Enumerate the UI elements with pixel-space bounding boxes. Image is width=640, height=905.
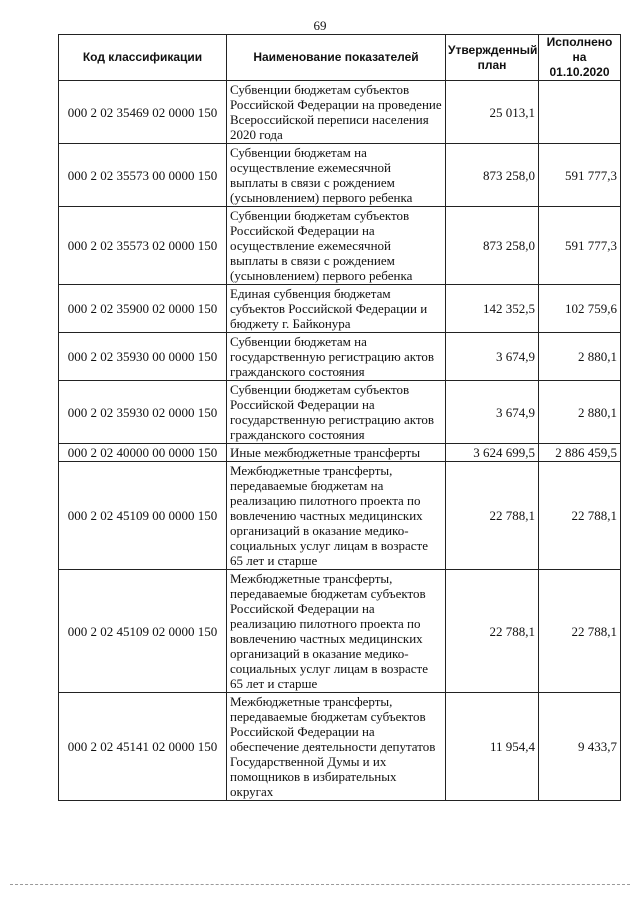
row-done: 591 777,3: [539, 207, 621, 285]
row-name: Иные межбюджетные трансферты: [227, 444, 446, 462]
header-code: Код классификации: [59, 35, 227, 81]
row-done: [539, 81, 621, 144]
row-done: 102 759,6: [539, 285, 621, 333]
row-name: Субвенции бюджетам субъектов Российской Федерации на государственную регистрацию актов гражданского состояния: [227, 381, 446, 444]
row-done: 22 788,1: [539, 462, 621, 570]
row-code: 000 2 02 45141 02 0000 150: [59, 693, 227, 801]
row-name: Межбюджетные трансферты, передаваемые бюджетам субъектов Российской Федерации на реализацию пилотного проекта по вовлечению частных медицинских организаций в оказание медико-социальных услуг лицам в возрасте 65 лет и старше: [227, 570, 446, 693]
row-name: Межбюджетные трансферты, передаваемые бюджетам субъектов Российской Федерации на обеспечение деятельности депутатов Государственной Думы и их помощников в избирательных округах: [227, 693, 446, 801]
row-code: 000 2 02 35900 02 0000 150: [59, 285, 227, 333]
row-code: 000 2 02 35930 00 0000 150: [59, 333, 227, 381]
row-done: 22 788,1: [539, 570, 621, 693]
row-done: 2 880,1: [539, 333, 621, 381]
row-name: Единая субвенция бюджетам субъектов Российской Федерации и бюджету г. Байконура: [227, 285, 446, 333]
row-done: 2 880,1: [539, 381, 621, 444]
row-plan: 873 258,0: [446, 144, 539, 207]
page-number: 69: [313, 18, 327, 33]
row-code: 000 2 02 35930 02 0000 150: [59, 381, 227, 444]
row-plan: 3 674,9: [446, 333, 539, 381]
row-code: 000 2 02 35469 02 0000 150: [59, 81, 227, 144]
row-code: 000 2 02 40000 00 0000 150: [59, 444, 227, 462]
row-done: 591 777,3: [539, 144, 621, 207]
row-name: Субвенции бюджетам на государственную регистрацию актов гражданского состояния: [227, 333, 446, 381]
row-plan: 11 954,4: [446, 693, 539, 801]
table-row: [59, 285, 621, 333]
header-plan: Утвержденный план: [446, 35, 539, 81]
row-plan: 3 624 699,5: [446, 444, 539, 462]
row-name: Субвенции бюджетам на осуществление ежемесячной выплаты в связи с рождением (усыновлением) первого ребенка: [227, 144, 446, 207]
row-plan: 873 258,0: [446, 207, 539, 285]
header-done: Исполнено на 01.10.2020: [539, 35, 621, 81]
row-code: 000 2 02 45109 02 0000 150: [59, 570, 227, 693]
table-row: [59, 81, 621, 144]
row-plan: 25 013,1: [446, 81, 539, 144]
page-bottom-edge: [10, 884, 630, 885]
table-row: [59, 444, 621, 462]
row-done: 2 886 459,5: [539, 444, 621, 462]
table-row: [59, 207, 621, 285]
row-code: 000 2 02 45109 00 0000 150: [59, 462, 227, 570]
table-header-row: [59, 35, 621, 81]
row-name: Субвенции бюджетам субъектов Российской Федерации на осуществление ежемесячной выплаты в связи с рождением (усыновлением) первого ребенка: [227, 207, 446, 285]
table-row: [59, 144, 621, 207]
table-row: [59, 570, 621, 693]
row-code: 000 2 02 35573 02 0000 150: [59, 207, 227, 285]
row-plan: 22 788,1: [446, 462, 539, 570]
table-row: [59, 333, 621, 381]
table-body: [59, 81, 621, 801]
table-row: [59, 381, 621, 444]
table-row: [59, 693, 621, 801]
row-name: Межбюджетные трансферты, передаваемые бюджетам на реализацию пилотного проекта по вовлечению частных медицинских организаций в оказание медико-социальных услуг лицам в возрасте 65 лет и старше: [227, 462, 446, 570]
row-plan: 142 352,5: [446, 285, 539, 333]
table-row: [59, 462, 621, 570]
row-plan: 3 674,9: [446, 381, 539, 444]
row-name: Субвенции бюджетам субъектов Российской Федерации на проведение Всероссийской переписи населения 2020 года: [227, 81, 446, 144]
row-plan: 22 788,1: [446, 570, 539, 693]
budget-table: [58, 34, 621, 801]
row-code: 000 2 02 35573 00 0000 150: [59, 144, 227, 207]
row-done: 9 433,7: [539, 693, 621, 801]
header-name: Наименование показателей: [227, 35, 446, 81]
